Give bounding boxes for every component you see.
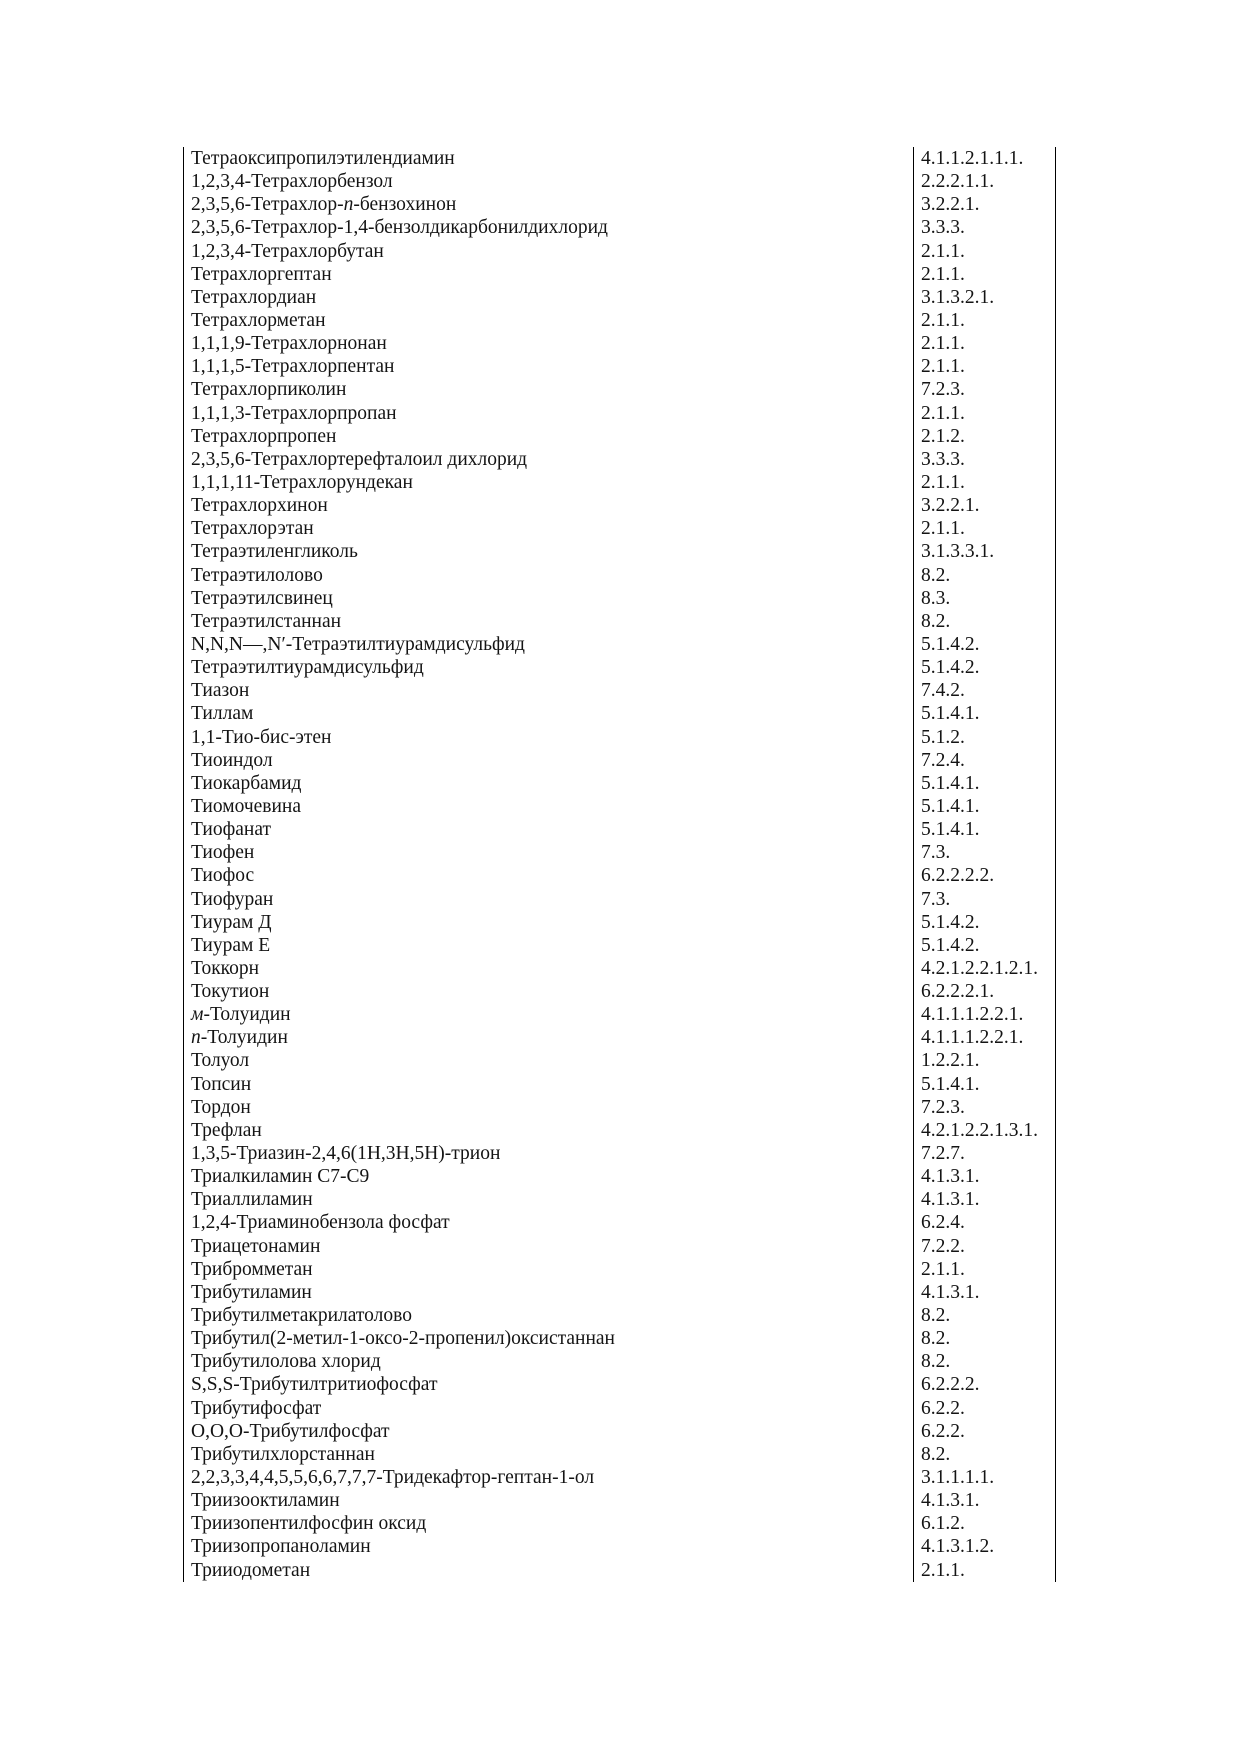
substance-name-cell: Тиофуран xyxy=(183,888,913,911)
classification-code-cell: 7.3. xyxy=(913,888,1056,911)
substance-name-cell: Тиофанат xyxy=(183,818,913,841)
classification-code-cell: 8.2. xyxy=(913,1443,1056,1466)
classification-code-cell: 8.2. xyxy=(913,564,1056,587)
substance-name-cell: Тетрахлордиан xyxy=(183,286,913,309)
table-row xyxy=(183,1026,1056,1049)
classification-code-cell: 3.1.3.2.1. xyxy=(913,286,1056,309)
substance-name-cell: Тетраэтилстаннан xyxy=(183,610,913,633)
table-row xyxy=(183,841,1056,864)
table-row xyxy=(183,1466,1056,1489)
substance-name-cell: Тетрахлорпропен xyxy=(183,425,913,448)
substance-name-cell: Трефлан xyxy=(183,1119,913,1142)
classification-code-cell: 5.1.4.1. xyxy=(913,1073,1056,1096)
substance-name-cell: Трибутиламин xyxy=(183,1281,913,1304)
substance-name-cell: N,N,N—,N′-Тетраэтилтиурамдисульфид xyxy=(183,633,913,656)
table-row xyxy=(183,471,1056,494)
substance-name-cell: Топсин xyxy=(183,1073,913,1096)
classification-code-cell: 6.2.2. xyxy=(913,1397,1056,1420)
substance-name-cell: Толуол xyxy=(183,1049,913,1072)
table-row xyxy=(183,587,1056,610)
classification-code-cell: 2.1.1. xyxy=(913,263,1056,286)
classification-code-cell: 5.1.2. xyxy=(913,726,1056,749)
substance-name-cell: 1,2,3,4-Тетрахлорбутан xyxy=(183,240,913,263)
table-row xyxy=(183,1142,1056,1165)
classification-code-cell: 8.2. xyxy=(913,1350,1056,1373)
classification-code-cell: 3.2.2.1. xyxy=(913,193,1056,216)
substance-name-cell: Триацетонамин xyxy=(183,1235,913,1258)
substance-name-segment: -Толуидин xyxy=(203,1004,291,1026)
substance-name-cell: Трибутил(2-метил-1-оксо-2-пропенил)оксистаннан xyxy=(183,1327,913,1350)
substance-name-cell: Тиазон xyxy=(183,679,913,702)
substance-name-cell: 2,3,5,6-Тетрахлортерефталоил дихлорид xyxy=(183,448,913,471)
classification-code-cell: 3.3.3. xyxy=(913,448,1056,471)
table-row xyxy=(183,564,1056,587)
classification-code-cell: 4.2.1.2.2.1.2.1. xyxy=(913,957,1056,980)
substance-name-cell: 1,1,1,9-Тетрахлорнонан xyxy=(183,332,913,355)
table-row xyxy=(183,1304,1056,1327)
classification-code-cell: 8.2. xyxy=(913,1304,1056,1327)
table-row xyxy=(183,1049,1056,1072)
classification-code-cell: 2.2.2.1.1. xyxy=(913,170,1056,193)
substance-name-cell: Трибутилхлорстаннан xyxy=(183,1443,913,1466)
table-row xyxy=(183,1489,1056,1512)
table-row xyxy=(183,749,1056,772)
substance-name-cell: 1,1,1,5-Тетрахлорпентан xyxy=(183,355,913,378)
table-row xyxy=(183,1165,1056,1188)
classification-code-cell: 2.1.1. xyxy=(913,355,1056,378)
table-row xyxy=(183,263,1056,286)
table-row xyxy=(183,216,1056,239)
classification-code-cell: 4.1.3.1. xyxy=(913,1281,1056,1304)
table-row xyxy=(183,795,1056,818)
table-row xyxy=(183,1258,1056,1281)
table-row xyxy=(183,772,1056,795)
substance-name-cell: Тиокарбамид xyxy=(183,772,913,795)
table-row xyxy=(183,240,1056,263)
classification-code-cell: 7.2.7. xyxy=(913,1142,1056,1165)
table-row xyxy=(183,864,1056,887)
substance-name-cell: Тиллам xyxy=(183,702,913,725)
classification-code-cell: 7.4.2. xyxy=(913,679,1056,702)
substance-name-cell: 2,2,3,3,4,4,5,5,6,6,7,7,7-Тридекафтор-гептан-1-ол xyxy=(183,1466,913,1489)
substance-name-italic-segment: п xyxy=(343,194,354,216)
classification-code-cell: 2.1.1. xyxy=(913,517,1056,540)
classification-code-cell: 7.2.3. xyxy=(913,1096,1056,1119)
classification-code-cell: 5.1.4.2. xyxy=(913,911,1056,934)
table-row xyxy=(183,957,1056,980)
classification-code-cell: 8.2. xyxy=(913,610,1056,633)
table-row xyxy=(183,1373,1056,1396)
table-row xyxy=(183,193,1056,216)
substance-name-cell: 2,3,5,6-Тетрахлор-1,4-бензолдикарбонилдихлорид xyxy=(183,216,913,239)
classification-code-cell: 5.1.4.2. xyxy=(913,656,1056,679)
substance-name-cell: Триизооктиламин xyxy=(183,1489,913,1512)
classification-code-cell: 2.1.1. xyxy=(913,1559,1056,1582)
classification-code-cell: 2.1.1. xyxy=(913,332,1056,355)
substances-table xyxy=(183,147,1056,1582)
substance-name-cell: Тордон xyxy=(183,1096,913,1119)
classification-code-cell: 1.2.2.1. xyxy=(913,1049,1056,1072)
substance-name-cell: Тиофос xyxy=(183,864,913,887)
substance-name-cell: Тетрахлоргептан xyxy=(183,263,913,286)
table-row xyxy=(183,1535,1056,1558)
substance-name-cell: Триизопропаноламин xyxy=(183,1535,913,1558)
classification-code-cell: 5.1.4.2. xyxy=(913,633,1056,656)
classification-code-cell: 6.2.2.2.2. xyxy=(913,864,1056,887)
classification-code-cell: 2.1.1. xyxy=(913,471,1056,494)
classification-code-cell: 4.1.1.2.1.1.1. xyxy=(913,147,1056,170)
substance-name-cell: 1,3,5-Триазин-2,4,6(1Н,3Н,5Н)-трион xyxy=(183,1142,913,1165)
substance-name-cell: Токкорн xyxy=(183,957,913,980)
table-row xyxy=(183,610,1056,633)
classification-code-cell: 5.1.4.1. xyxy=(913,702,1056,725)
table-row xyxy=(183,147,1056,170)
table-row xyxy=(183,332,1056,355)
table-row xyxy=(183,679,1056,702)
substance-name-cell: Трибутилолова хлорид xyxy=(183,1350,913,1373)
substance-name-segment: -Толуидин xyxy=(200,1027,288,1049)
substance-name-cell: Тиурам Д xyxy=(183,911,913,934)
substance-name-cell: Трибутилметакрилатолово xyxy=(183,1304,913,1327)
table-row xyxy=(183,1350,1056,1373)
substance-name-cell: Трибромметан xyxy=(183,1258,913,1281)
table-row xyxy=(183,911,1056,934)
table-row xyxy=(183,1235,1056,1258)
classification-code-cell: 4.1.1.1.2.2.1. xyxy=(913,1026,1056,1049)
table-row xyxy=(183,702,1056,725)
table-row xyxy=(183,1211,1056,1234)
table-row xyxy=(183,1188,1056,1211)
classification-code-cell: 4.1.3.1. xyxy=(913,1188,1056,1211)
table-row xyxy=(183,425,1056,448)
table-row xyxy=(183,286,1056,309)
substance-name-segment: 2,3,5,6-Тетрахлор- xyxy=(191,194,344,216)
substance-name-cell: Тиофен xyxy=(183,841,913,864)
table-row xyxy=(183,980,1056,1003)
substance-name-cell: Трибутифосфат xyxy=(183,1397,913,1420)
table-row xyxy=(183,934,1056,957)
substance-name-cell: 1,1-Тио-бис-этен xyxy=(183,726,913,749)
substance-name-italic-segment: м xyxy=(191,1004,204,1026)
table-row xyxy=(183,888,1056,911)
substance-name-italic-segment: п xyxy=(191,1027,201,1049)
table-row xyxy=(183,309,1056,332)
classification-code-cell: 4.1.3.1.2. xyxy=(913,1535,1056,1558)
classification-code-cell: 7.2.2. xyxy=(913,1235,1056,1258)
classification-code-cell: 2.1.2. xyxy=(913,425,1056,448)
table-row xyxy=(183,1003,1056,1026)
substance-name-cell: Тетрахлорэтан xyxy=(183,517,913,540)
substance-name-cell xyxy=(183,1003,913,1026)
table-row xyxy=(183,1281,1056,1304)
table-row xyxy=(183,494,1056,517)
substance-name-cell: Тетраэтиленгликоль xyxy=(183,540,913,563)
classification-code-cell: 7.3. xyxy=(913,841,1056,864)
substance-name-segment: -бензохинон xyxy=(353,194,457,216)
substance-name-cell: S,S,S-Трибутилтритиофосфат xyxy=(183,1373,913,1396)
classification-code-cell: 6.1.2. xyxy=(913,1512,1056,1535)
classification-code-cell: 3.3.3. xyxy=(913,216,1056,239)
table-row xyxy=(183,1397,1056,1420)
classification-code-cell: 6.2.4. xyxy=(913,1211,1056,1234)
classification-code-cell: 3.1.3.3.1. xyxy=(913,540,1056,563)
classification-code-cell: 2.1.1. xyxy=(913,402,1056,425)
substance-name-cell: Тетраоксипропилэтилендиамин xyxy=(183,147,913,170)
classification-code-cell: 2.1.1. xyxy=(913,240,1056,263)
classification-code-cell: 5.1.4.1. xyxy=(913,818,1056,841)
substance-name-cell: Тетрахлорметан xyxy=(183,309,913,332)
substance-name-cell: Тетраэтилолово xyxy=(183,564,913,587)
substance-name-cell: Токутион xyxy=(183,980,913,1003)
table-row xyxy=(183,517,1056,540)
classification-code-cell: 6.2.2.2. xyxy=(913,1373,1056,1396)
substance-name-cell: 1,1,1,11-Тетрахлорундекан xyxy=(183,471,913,494)
classification-code-cell: 4.2.1.2.2.1.3.1. xyxy=(913,1119,1056,1142)
substance-name-cell: Тиоиндол xyxy=(183,749,913,772)
substance-name-cell: Тетраэтилтиурамдисульфид xyxy=(183,656,913,679)
classification-code-cell: 6.2.2. xyxy=(913,1420,1056,1443)
table-row xyxy=(183,633,1056,656)
substance-name-cell: 1,2,3,4-Тетрахлорбензол xyxy=(183,170,913,193)
table-row xyxy=(183,355,1056,378)
substance-name-cell: Триаллиламин xyxy=(183,1188,913,1211)
substance-name-cell xyxy=(183,193,913,216)
table-row xyxy=(183,378,1056,401)
classification-code-cell: 4.1.3.1. xyxy=(913,1165,1056,1188)
classification-code-cell: 2.1.1. xyxy=(913,1258,1056,1281)
table-row xyxy=(183,726,1056,749)
table-row xyxy=(183,1420,1056,1443)
substance-name-cell: Тетрахлорпиколин xyxy=(183,378,913,401)
substance-name-cell: Трииодометан xyxy=(183,1559,913,1582)
classification-code-cell: 5.1.4.2. xyxy=(913,934,1056,957)
classification-code-cell: 6.2.2.2.1. xyxy=(913,980,1056,1003)
substance-name-cell: Тиурам Е xyxy=(183,934,913,957)
table-row xyxy=(183,1119,1056,1142)
table-row xyxy=(183,1443,1056,1466)
substance-name-cell xyxy=(183,1026,913,1049)
classification-code-cell: 8.3. xyxy=(913,587,1056,610)
substance-name-cell: Тетрахлорхинон xyxy=(183,494,913,517)
table-row xyxy=(183,656,1056,679)
classification-code-cell: 7.2.4. xyxy=(913,749,1056,772)
substance-name-cell: Тиомочевина xyxy=(183,795,913,818)
classification-code-cell: 4.1.3.1. xyxy=(913,1489,1056,1512)
table-row xyxy=(183,1559,1056,1582)
table-row xyxy=(183,1096,1056,1119)
substance-name-cell: 1,2,4-Триаминобензола фосфат xyxy=(183,1211,913,1234)
classification-code-cell: 4.1.1.1.2.2.1. xyxy=(913,1003,1056,1026)
classification-code-cell: 3.2.2.1. xyxy=(913,494,1056,517)
table-row xyxy=(183,818,1056,841)
substance-name-cell: О,О,О-Трибутилфосфат xyxy=(183,1420,913,1443)
classification-code-cell: 2.1.1. xyxy=(913,309,1056,332)
substance-name-cell: Триалкиламин С7-С9 xyxy=(183,1165,913,1188)
table-row xyxy=(183,448,1056,471)
substance-name-cell: 1,1,1,3-Тетрахлорпропан xyxy=(183,402,913,425)
classification-code-cell: 8.2. xyxy=(913,1327,1056,1350)
classification-code-cell: 7.2.3. xyxy=(913,378,1056,401)
table-row xyxy=(183,540,1056,563)
substance-name-cell: Триизопентилфосфин оксид xyxy=(183,1512,913,1535)
table-row xyxy=(183,170,1056,193)
table-row xyxy=(183,402,1056,425)
table-row xyxy=(183,1073,1056,1096)
classification-code-cell: 5.1.4.1. xyxy=(913,795,1056,818)
substance-name-cell: Тетраэтилсвинец xyxy=(183,587,913,610)
table-row xyxy=(183,1512,1056,1535)
classification-code-cell: 3.1.1.1.1. xyxy=(913,1466,1056,1489)
table-row xyxy=(183,1327,1056,1350)
classification-code-cell: 5.1.4.1. xyxy=(913,772,1056,795)
